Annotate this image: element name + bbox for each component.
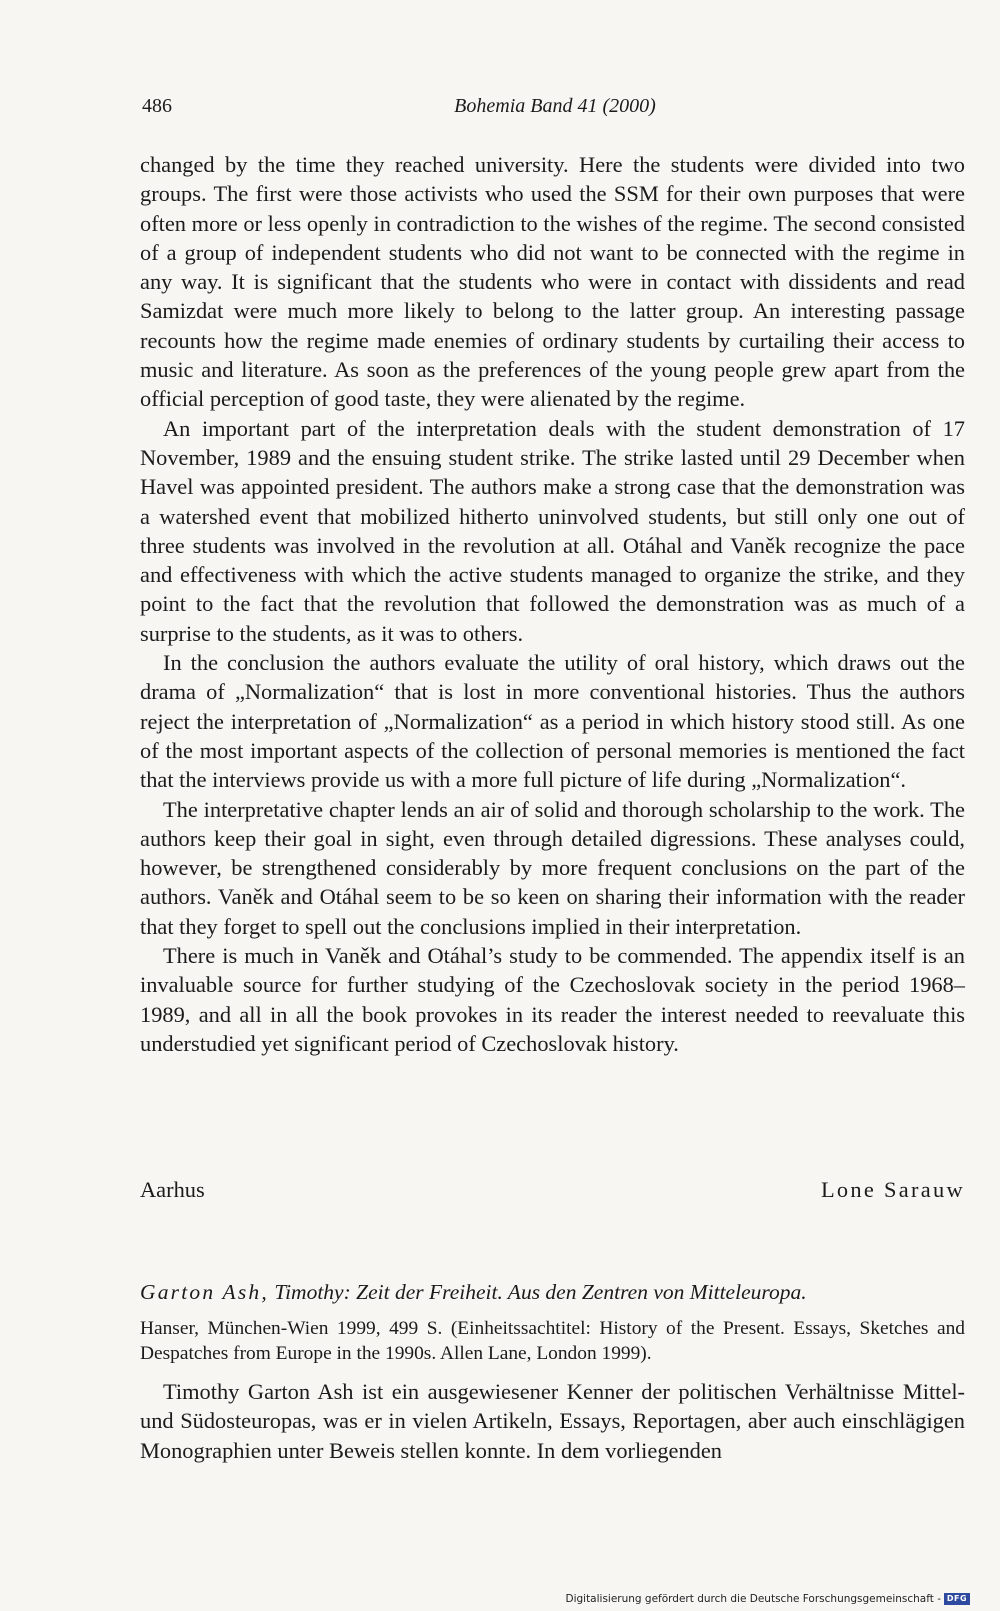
- review-book-details: Hanser, München-Wien 1999, 499 S. (Einheitssachtitel: History of the Present. Essays, Sketches and Despatches from Europe in the 1990s. Allen Lane, London 1999).: [140, 1318, 965, 1364]
- paragraph: An important part of the interpretation deals with the student demonstration of 17 November, 1989 and the ensuing student strike. The strike lasted until 29 December when Havel was appointed president. The authors make a strong case that the demonstration was a watershed event that mobilized hitherto uninvolved students, but still only one out of three students was involved in the revolution at all. Otáhal and Vaněk recognize the pace and effectiveness with which the active students managed to organize the strike, and they point to the fact that the revolution that followed the demonstration was as much of a surprise to the students, as it was to others.: [140, 415, 965, 646]
- review-signoff: [140, 1177, 965, 1207]
- next-review-header: [140, 1278, 965, 1366]
- paragraph: The interpretative chapter lends an air of solid and thorough scholarship to the work. The authors keep their goal in sight, even through detailed digressions. These analyses could, however, be strengthened considerably by more frequent conclusions on the part of the authors. Vaněk and Otáhal seem to be so keen on sharing their information with the reader that they forget to spell out the conclusions implied in their interpretation.: [140, 796, 965, 939]
- page-header: [140, 95, 970, 129]
- paragraph: In the conclusion the authors evaluate the utility of oral history, which draws out the drama of „Normalization“ that is lost in more conventional histories. Thus the authors reject the interpretation of „Normalization“ as a period in which history stood still. As one of the most important aspects of the collection of personal memories is mentioned the fact that the interviews provide us with a more full picture of life during „Normalization“.: [140, 650, 965, 793]
- signoff-place: Aarhus: [140, 1177, 205, 1202]
- review-book-title: [140, 1278, 965, 1306]
- paragraph: Timothy Garton Ash ist ein ausgewiesener Kenner der politischen Verhältnisse Mittel- und Südosteuropas, was er in vielen Artikeln, Essays, Reportagen, aber auch einschlägigen Monographien unter Beweis stellen konnte. In dem vorliegenden: [140, 1379, 965, 1463]
- running-title: Bohemia Band 41 (2000): [454, 95, 656, 117]
- page-number: 486: [142, 95, 172, 117]
- review-book-author: Garton Ash,: [140, 1280, 269, 1304]
- signoff-author: Lone Sarauw: [820, 1177, 965, 1202]
- dfg-logo: DFG: [944, 1593, 970, 1605]
- footer-text: Digitalisierung gefördert durch die Deutsche Forschungsgemeinschaft -: [565, 1593, 941, 1605]
- review-body-text: [140, 150, 965, 1058]
- paragraph: changed by the time they reached university. Here the students were divided into two groups. The first were those activists who used the SSM for their own purposes that were often more or less openly in contradiction to the wishes of the regime. The second consisted of a group of independent students who did not want to be connected with the regime in any way. It is significant that the students who were in contact with dissidents and read Samizdat were much more likely to belong to the latter group. An interesting passage recounts how the regime made enemies of ordinary students by curtailing their access to music and literature. As soon as the preferences of the young people grew apart from the official perception of good taste, they were alienated by the regime.: [140, 152, 965, 412]
- paragraph: There is much in Vaněk and Otáhal’s study to be commended. The appendix itself is an invaluable source for further studying of the Czechoslovak society in the period 1968–1989, and all in all the book provokes in its reader the interest needed to reevaluate this understudied yet significant period of Czechoslovak history.: [140, 943, 965, 1056]
- review-book-title-text: Timothy: Zeit der Freiheit. Aus den Zentren von Mitteleuropa.: [268, 1280, 807, 1304]
- digitization-footer: [565, 1591, 970, 1607]
- next-review-body: [140, 1377, 965, 1465]
